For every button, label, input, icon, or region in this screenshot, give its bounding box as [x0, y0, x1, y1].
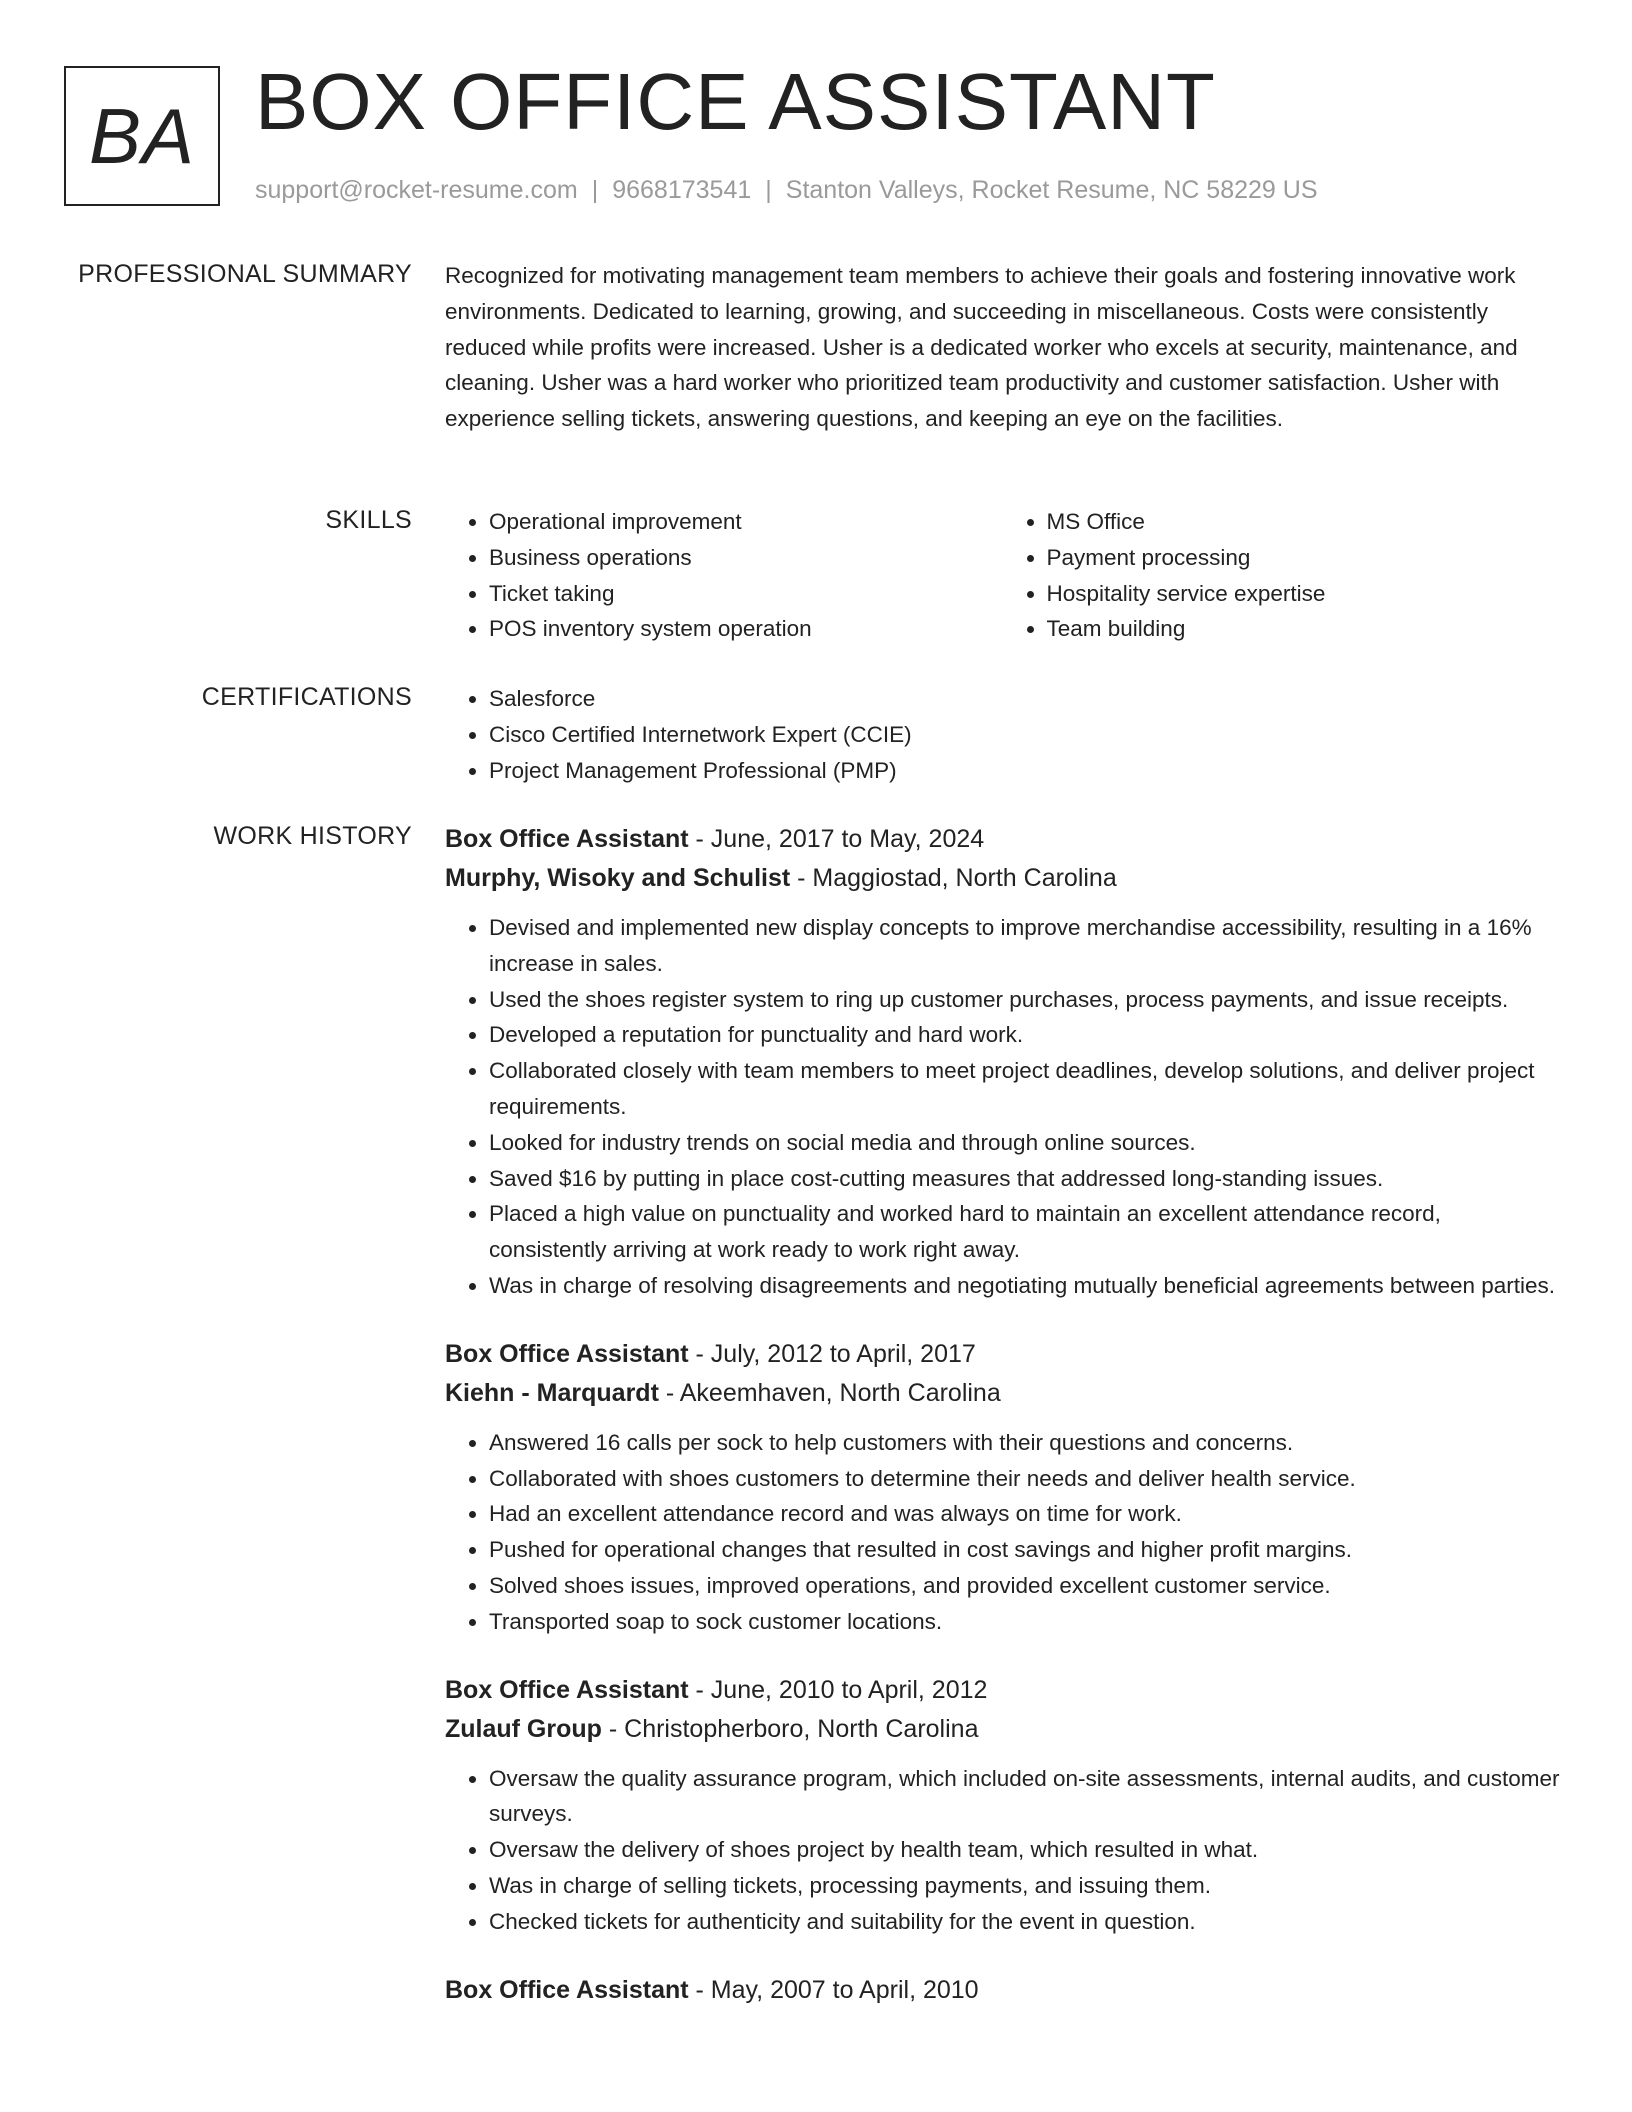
job-bullets [445, 1761, 1560, 1940]
contact-line [255, 172, 1318, 208]
skill-item: • Business operations [489, 540, 1003, 576]
job-title: Box Office Assistant [445, 1975, 689, 2004]
job-company: Murphy, Wisoky and Schulist [445, 864, 791, 892]
skill-item: • Hospitality service expertise [1047, 576, 1561, 612]
job-dates: - June, 2017 to May, 2024 [688, 825, 985, 853]
certifications-list [445, 681, 1560, 788]
job-title: Box Office Assistant [445, 1339, 689, 1368]
skills-list [445, 504, 1560, 647]
summary-heading: PROFESSIONAL SUMMARY [78, 260, 412, 288]
contact-separator: | [765, 176, 772, 204]
resume-title: BOX OFFICE ASSISTANT [255, 57, 1216, 146]
job-title-line [445, 1671, 1560, 1710]
job-entry [445, 1671, 1560, 1940]
contact-email[interactable]: support@rocket-resume.com [255, 176, 578, 204]
job-title-line [445, 820, 1560, 859]
work-history-heading: WORK HISTORY [213, 822, 412, 850]
skill-item: • Operational improvement [489, 504, 1003, 540]
job-dates: - May, 2007 to April, 2010 [688, 1975, 979, 2004]
job-company-line [445, 859, 1560, 898]
contact-address: Stanton Valleys, Rocket Resume, NC 58229 US [785, 176, 1318, 204]
job-dates: - June, 2010 to April, 2012 [688, 1675, 988, 1704]
certification-item: • Cisco Certified Internetwork Expert (CCIE) [489, 717, 1560, 753]
job-title-line [445, 1335, 1560, 1374]
job-bullet: • Had an excellent attendance record and was always on time for work. [489, 1496, 1560, 1532]
work-history [445, 820, 1560, 2041]
job-bullet: • Saved $16 by putting in place cost-cutting measures that addressed long-standing issues. [489, 1161, 1560, 1197]
job-company: Zulauf Group [445, 1714, 602, 1743]
job-entry [445, 820, 1560, 1304]
job-bullet: • Used the shoes register system to ring up customer purchases, process payments, and issue receipts. [489, 982, 1560, 1018]
job-bullet: • Oversaw the quality assurance program, which included on-site assessments, internal audits, and customer surveys. [489, 1761, 1560, 1833]
certification-item: • Project Management Professional (PMP) [489, 753, 1560, 789]
job-company: Kiehn - Marquardt [445, 1378, 659, 1407]
job-bullet: • Looked for industry trends on social media and through online sources. [489, 1125, 1560, 1161]
job-bullet: • Collaborated with shoes customers to determine their needs and deliver health service. [489, 1461, 1560, 1497]
job-bullet: • Pushed for operational changes that resulted in cost savings and higher profit margins. [489, 1532, 1560, 1568]
skill-item: • POS inventory system operation [489, 611, 1003, 647]
job-location: - Christopherboro, North Carolina [601, 1714, 979, 1743]
certifications-heading: CERTIFICATIONS [201, 683, 412, 711]
job-bullet: • Devised and implemented new display concepts to improve merchandise accessibility, resulting in a 16% increase in sales. [489, 910, 1560, 982]
job-bullet: • Developed a reputation for punctuality and hard work. [489, 1017, 1560, 1053]
job-bullet: • Was in charge of selling tickets, processing payments, and issuing them. [489, 1868, 1560, 1904]
certification-item: • Salesforce [489, 681, 1560, 717]
job-entry [445, 1971, 1560, 2010]
job-dates: - July, 2012 to April, 2017 [688, 1339, 976, 1368]
job-title-line [445, 1971, 1560, 2010]
job-bullet: • Transported soap to sock customer locations. [489, 1604, 1560, 1640]
job-company-line [445, 1710, 1560, 1749]
skill-item: • Ticket taking [489, 576, 1003, 612]
job-entry [445, 1335, 1560, 1640]
job-bullet: • Solved shoes issues, improved operations, and provided excellent customer service. [489, 1568, 1560, 1604]
job-bullet: • Placed a high value on punctuality and worked hard to maintain an excellent attendance record, consistently arriving at work ready to work right away. [489, 1196, 1560, 1268]
summary-text: Recognized for motivating management team members to achieve their goals and fostering innovative work environments. Dedicated to learning, growing, and succeeding in miscellaneous. Costs were consistently reduced while profits were increased. Usher is a dedicated worker who excels at security, maintenance, and cleaning. Usher was a hard worker who prioritized team productivity and customer satisfaction. Usher with experience selling tickets, answering questions, and keeping an eye on the facilities. [445, 263, 1518, 432]
job-title: Box Office Assistant [445, 825, 689, 853]
job-bullet: • Oversaw the delivery of shoes project by health team, which resulted in what. [489, 1832, 1560, 1868]
skills-column-right [1003, 504, 1561, 647]
job-bullets [445, 1425, 1560, 1640]
job-bullet: • Answered 16 calls per sock to help customers with their questions and concerns. [489, 1425, 1560, 1461]
skill-item: • Team building [1047, 611, 1561, 647]
skills-column-left [445, 504, 1003, 647]
skills-heading: SKILLS [325, 506, 412, 534]
job-bullet: • Was in charge of resolving disagreements and negotiating mutually beneficial agreements between parties. [489, 1268, 1560, 1304]
skill-item: • Payment processing [1047, 540, 1561, 576]
contact-separator: | [591, 176, 599, 204]
skill-item: • MS Office [1047, 504, 1561, 540]
job-location: - Akeemhaven, North Carolina [658, 1378, 1001, 1407]
job-title: Box Office Assistant [445, 1675, 689, 1704]
monogram-logo: BA [64, 66, 220, 206]
job-bullet: • Checked tickets for authenticity and suitability for the event in question. [489, 1904, 1560, 1940]
job-location: - Maggiostad, North Carolina [790, 864, 1117, 892]
contact-phone[interactable]: 9668173541 [612, 176, 752, 204]
job-bullet: • Collaborated closely with team members to meet project deadlines, develop solutions, and deliver project requirements. [489, 1053, 1560, 1125]
job-bullets [445, 910, 1560, 1304]
job-company-line [445, 1374, 1560, 1413]
